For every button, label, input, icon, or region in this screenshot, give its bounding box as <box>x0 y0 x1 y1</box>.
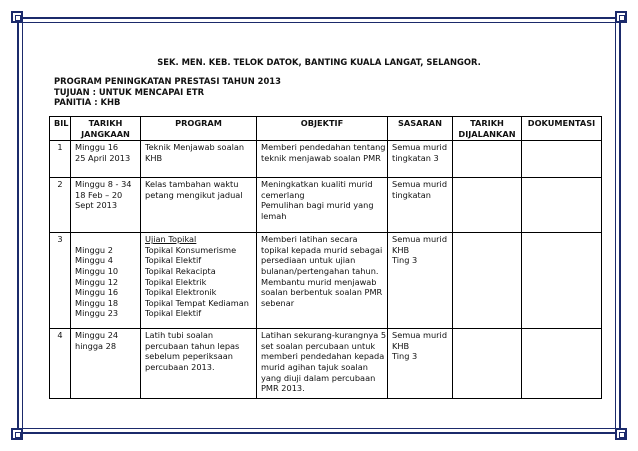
cell-tarikh-dijalankan <box>453 329 522 399</box>
program-committee: PANITIA : KHB <box>54 97 121 107</box>
col-header-tarikh-jangkaan <box>71 117 141 141</box>
col-header-program: PROGRAM <box>141 117 257 141</box>
cell-program <box>141 329 257 399</box>
table-row <box>50 178 602 233</box>
cell-line: Latihan sekurang-kurangnya 5 <box>261 330 387 341</box>
table-row <box>50 233 602 329</box>
cell-line: cemerlang <box>261 189 305 200</box>
col-header-bil: BIL <box>50 117 71 141</box>
table-row <box>50 141 602 178</box>
cell-line: Ting 3 <box>392 255 418 266</box>
cell-line: 25 April 2013 <box>75 152 131 163</box>
cell-tarikh-dijalankan <box>453 141 522 178</box>
cell-bil: 2 <box>50 178 71 233</box>
cell-objektif <box>257 141 388 178</box>
cell-tarikh <box>71 233 141 329</box>
cell-dokumentasi <box>522 329 602 399</box>
cell-line: Ting 3 <box>392 351 418 362</box>
cell-line: Minggu 24 <box>75 330 119 341</box>
cell-line: soalan berbentuk soalan PMR <box>261 287 383 298</box>
cell-objektif <box>257 178 388 233</box>
cell-line: Semua murid <box>392 234 448 245</box>
cell-line: KHB <box>392 244 410 255</box>
program-objective: TUJUAN : UNTUK MENCAPAI ETR <box>54 86 205 97</box>
activity-table <box>49 116 602 399</box>
cell-line: set soalan percubaan untuk <box>261 340 376 351</box>
cell-line: Minggu 16 <box>75 287 119 298</box>
cell-line: lemah <box>261 210 287 221</box>
cell-line: Latih tubi soalan <box>145 330 214 341</box>
cell-line: teknik menjawab soalan PMR <box>261 152 381 163</box>
cell-line: Teknik Menjawab soalan <box>145 142 245 153</box>
cell-line: Minggu 23 <box>75 308 119 319</box>
cell-bil: 3 <box>50 233 71 329</box>
cell-line: Memberi latihan secara <box>261 234 358 245</box>
cell-sasaran <box>388 329 453 399</box>
cell-line: Memberi pendedahan tentang <box>261 142 386 153</box>
cell-line: persediaan untuk ujian <box>261 255 356 266</box>
cell-sasaran <box>388 178 453 233</box>
cell-spacer <box>75 234 136 245</box>
col-header-text: TARIKH <box>88 118 123 128</box>
col-header-objektif: OBJEKTIF <box>257 117 388 141</box>
cell-line: Topikal Elektif <box>145 255 202 266</box>
cell-line: percubaan tahun lepas <box>145 340 240 351</box>
program-title: PROGRAM PENINGKATAN PRESTASI TAHUN 2013 <box>54 76 281 86</box>
cell-program <box>141 141 257 178</box>
cell-tarikh <box>71 141 141 178</box>
cell-line: Semua murid <box>392 142 448 153</box>
cell-line: Minggu 2 <box>75 244 113 255</box>
cell-line: Minggu 8 - 34 <box>75 179 132 190</box>
cell-line: Semua murid <box>392 179 448 190</box>
school-title: SEK. MEN. KEB. TELOK DATOK, BANTING KUALA LANGAT, SELANGOR. <box>157 57 481 67</box>
cell-line: tingkatan 3 <box>392 152 439 163</box>
cell-line: KHB <box>392 340 410 351</box>
cell-bil: 1 <box>50 141 71 178</box>
cell-line: Meningkatkan kualiti murid <box>261 179 373 190</box>
cell-objektif <box>257 329 388 399</box>
cell-line: Topikal Konsumerisme <box>145 244 237 255</box>
program-header <box>54 76 281 108</box>
cell-line: 18 Feb – 20 <box>75 189 123 200</box>
cell-objektif <box>257 233 388 329</box>
cell-line: murid agihan tajuk soalan <box>261 361 368 372</box>
cell-dokumentasi <box>522 178 602 233</box>
cell-line: petang mengikut jadual <box>145 189 243 200</box>
cell-line: Minggu 4 <box>75 255 113 266</box>
cell-line: Membantu murid menjawab <box>261 276 377 287</box>
cell-line: sebelum peperiksaan <box>145 351 233 362</box>
cell-line: memberi pendedahan kepada <box>261 351 385 362</box>
table-header-row <box>50 117 602 141</box>
border-corner-ornament <box>615 428 627 440</box>
cell-line: Topikal Tempat Kediaman <box>145 297 249 308</box>
col-header-text: TARIKH <box>470 118 504 128</box>
cell-line: Topikal Rekacipta <box>145 265 216 276</box>
cell-sasaran <box>388 233 453 329</box>
cell-line: topikal kepada murid sebagai <box>261 244 383 255</box>
cell-program-title: Ujian Topikal <box>145 234 197 245</box>
col-header-text: JANGKAAN <box>81 128 130 139</box>
cell-line: Minggu 10 <box>75 265 119 276</box>
cell-dokumentasi <box>522 233 602 329</box>
col-header-sasaran: SASARAN <box>388 117 453 141</box>
col-header-dokumentasi: DOKUMENTASI <box>522 117 602 141</box>
border-corner-ornament <box>615 11 627 23</box>
col-header-text: DIJALANKAN <box>458 128 516 139</box>
col-header-tarikh-dijalankan <box>453 117 522 141</box>
cell-line: Minggu 16 <box>75 142 119 153</box>
cell-line: tingkatan <box>392 189 431 200</box>
cell-tarikh-dijalankan <box>453 178 522 233</box>
cell-line: Semua murid <box>392 330 448 341</box>
cell-line: Topikal Elektif <box>145 308 202 319</box>
cell-line: Kelas tambahan waktu <box>145 179 239 190</box>
border-corner-ornament <box>11 11 23 23</box>
cell-dokumentasi <box>522 141 602 178</box>
cell-line: Topikal Elektronik <box>145 287 217 298</box>
table-row <box>50 329 602 399</box>
cell-tarikh-dijalankan <box>453 233 522 329</box>
cell-tarikh <box>71 329 141 399</box>
cell-line: Pemulihan bagi murid yang <box>261 200 374 211</box>
cell-line: bulanan/pertengahan tahun. <box>261 265 379 276</box>
cell-tarikh <box>71 178 141 233</box>
cell-line: Topikal Elektrik <box>145 276 207 287</box>
cell-line: Minggu 12 <box>75 276 119 287</box>
cell-line: sebenar <box>261 297 295 308</box>
cell-sasaran <box>388 141 453 178</box>
cell-line: Sept 2013 <box>75 200 118 211</box>
cell-line: percubaan 2013. <box>145 361 215 372</box>
cell-line: yang diuji dalam percubaan <box>261 372 376 383</box>
cell-line: PMR 2013. <box>261 383 305 394</box>
cell-line: KHB <box>145 152 163 163</box>
border-corner-ornament <box>11 428 23 440</box>
cell-bil: 4 <box>50 329 71 399</box>
cell-line: hingga 28 <box>75 340 117 351</box>
cell-program <box>141 233 257 329</box>
cell-line: Minggu 18 <box>75 297 119 308</box>
cell-program <box>141 178 257 233</box>
